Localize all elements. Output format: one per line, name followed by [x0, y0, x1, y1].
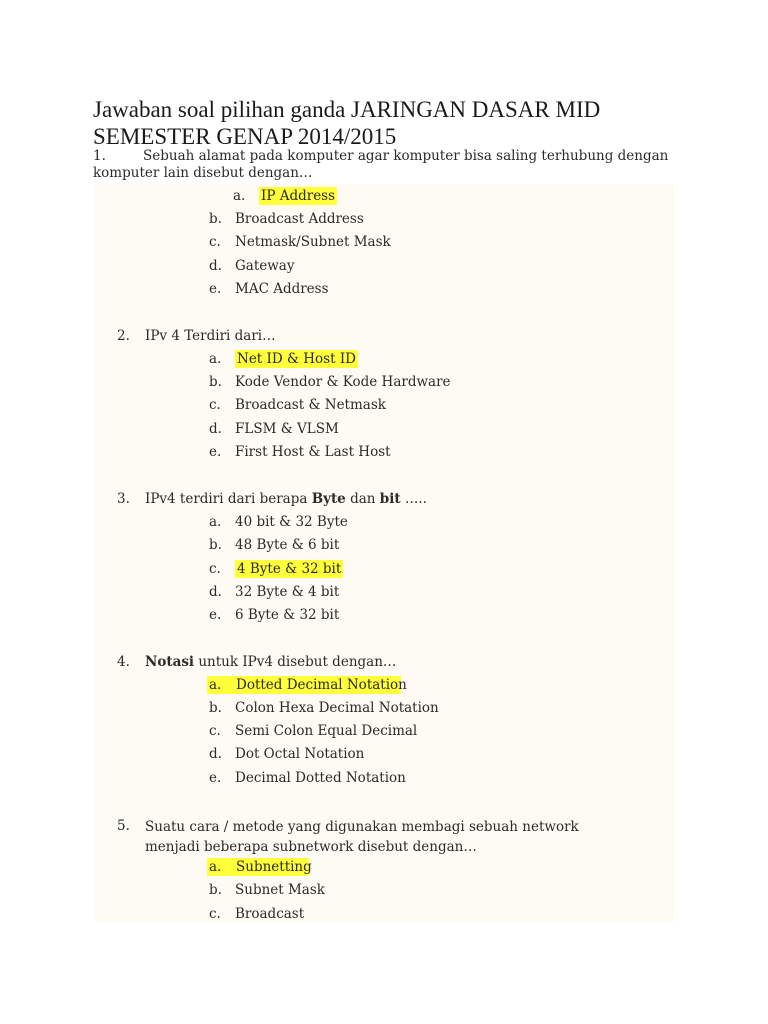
option-4a	[207, 676, 407, 694]
option-text: Gateway	[235, 258, 295, 274]
option-text-correct: IP Address	[261, 188, 336, 204]
question-number: 2.	[117, 328, 130, 344]
question-text: IPv 4 Terdiri dari…	[145, 328, 276, 344]
option-letter: e.	[209, 770, 222, 786]
option-letter: e.	[209, 444, 222, 460]
option-text: Semi Colon Equal Decimal	[235, 723, 418, 739]
question-5	[117, 817, 637, 859]
option-letter: b.	[209, 211, 222, 227]
document-title: Jawaban soal pilihan ganda JARINGAN DASAR MID SEMESTER GENAP 2014/2015	[93, 97, 601, 149]
option-letter: d.	[209, 258, 222, 274]
question-number: 5.	[117, 818, 130, 834]
question-text: Sebuah alamat pada komputer agar komputer bisa saling terhubung dengan komputer lain disebut dengan…	[93, 148, 669, 181]
option-text: 32 Byte & 4 bit	[235, 584, 340, 600]
question-text-part: dan	[345, 491, 380, 507]
option-text: Netmask/Subnet Mask	[235, 234, 391, 250]
option-text: FLSM & VLSM	[235, 421, 339, 437]
question-text-part: untuk IPv4 disebut dengan…	[194, 654, 397, 670]
option-text: Broadcast	[235, 906, 305, 922]
question-text: Suatu cara / metode yang digunakan membagi sebuah network menjadi beberapa subnetwork disebut dengan…	[145, 819, 579, 855]
question-number: 1.	[93, 148, 106, 164]
option-text: First Host & Last Host	[235, 444, 391, 460]
option-letter: d.	[209, 584, 222, 600]
option-letter: a.	[209, 514, 222, 530]
option-text: Dot Octal Notation	[235, 746, 365, 762]
question-text	[145, 490, 427, 508]
option-letter: b.	[209, 374, 222, 390]
question-text-part: …..	[400, 491, 427, 507]
option-text: Broadcast & Netmask	[235, 397, 386, 413]
option-text: Colon Hexa Decimal Notation	[235, 700, 439, 716]
option-text: Broadcast Address	[235, 211, 364, 227]
question-text-bold: Notasi	[145, 654, 195, 670]
option-text: 48 Byte & 6 bit	[235, 537, 340, 553]
option-letter: d.	[209, 421, 222, 437]
option-text: 6 Byte & 32 bit	[235, 607, 340, 623]
option-letter: e.	[209, 607, 222, 623]
option-letter: b.	[209, 537, 222, 553]
answer-panel-background	[95, 184, 675, 922]
option-letter: a.	[209, 859, 222, 875]
option-letter: a.	[233, 188, 246, 204]
option-text-correct: 4 Byte & 32 bit	[237, 561, 342, 577]
option-letter: a.	[209, 677, 222, 693]
option-letter: b.	[209, 700, 222, 716]
option-letter: c.	[209, 234, 221, 250]
option-text: Kode Vendor & Kode Hardware	[235, 374, 451, 390]
question-text-bold: bit	[379, 491, 401, 507]
question-number: 4.	[117, 654, 130, 670]
option-text-correct: Dotted Decimal Notation	[236, 677, 407, 693]
option-letter: e.	[209, 281, 222, 297]
option-text-correct: Subnetting	[236, 859, 312, 875]
question-text-bold: Byte	[311, 491, 346, 507]
option-text: MAC Address	[235, 281, 329, 297]
option-letter: b.	[209, 882, 222, 898]
option-text-correct: Net ID & Host ID	[237, 351, 356, 367]
question-1	[93, 148, 673, 182]
option-letter: c.	[209, 906, 221, 922]
option-text: Decimal Dotted Notation	[235, 770, 406, 786]
option-5a	[207, 858, 312, 876]
question-number: 3.	[117, 491, 130, 507]
option-letter: c.	[209, 561, 221, 577]
option-text: 40 bit & 32 Byte	[235, 514, 348, 530]
option-letter: d.	[209, 746, 222, 762]
option-letter: a.	[209, 351, 222, 367]
option-text: Subnet Mask	[235, 882, 325, 898]
option-letter: c.	[209, 723, 221, 739]
option-letter: c.	[209, 397, 221, 413]
question-text	[145, 653, 396, 671]
question-text-part: IPv4 terdiri dari berapa	[145, 491, 312, 507]
